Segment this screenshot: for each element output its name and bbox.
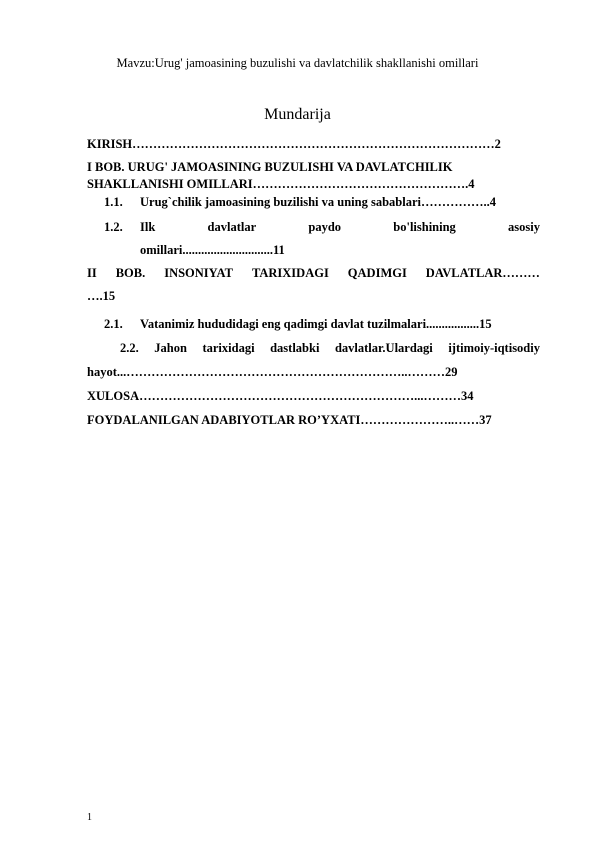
toc-word: dastlabki (270, 341, 320, 355)
toc-word: DAVLATLAR……… (425, 266, 540, 280)
toc-word: Ilk (140, 220, 156, 234)
toc-entry-kirish: KIRISH……………………………………………………………………………2 (87, 137, 501, 151)
document-topic: Mavzu:Urug' jamoasining buzulishi va davlatchilik shakllanishi omillari (116, 56, 479, 70)
toc-entry-bob1-line1: I BOB. URUG' JAMOASINING BUZULISHI VA DAVLATCHILIK (87, 160, 453, 174)
toc-word: INSONIYAT (164, 266, 233, 280)
toc-entry-1-1: Urug`chilik jamoasining buzilishi va uning sabablari……………..4 (140, 195, 496, 209)
toc-entry-2-1: Vatanimiz hududidagi eng qadimgi davlat tuzilmalari.................15 (140, 317, 492, 331)
toc-number-1-1: 1.1. (104, 195, 123, 209)
toc-entry-bob1-line2: SHAKLLANISHI OMILLARI…………………………………………….4 (87, 177, 475, 191)
toc-number-2-1: 2.1. (104, 317, 123, 331)
toc-entry-xulosa: XULOSA…………………………………………………………...………34 (87, 389, 474, 403)
toc-word: paydo (308, 220, 342, 234)
toc-entry-1-2-line1 (140, 220, 540, 235)
toc-entry-bob2-line1 (87, 266, 540, 281)
toc-word: bo'lishining (393, 220, 456, 234)
toc-entry-2-2-line1 (120, 341, 540, 356)
toc-word: QADIMGI (347, 266, 407, 280)
page-number: 1 (87, 812, 92, 823)
toc-entry-2-2-line2: hayot...…………………………………………………………..………29 (87, 365, 458, 379)
toc-word: 2.2. (120, 341, 139, 355)
toc-word: asosiy (508, 220, 540, 234)
toc-entry-bob2-line2: ….15 (87, 289, 116, 303)
toc-word: Jahon (154, 341, 187, 355)
toc-word: davlatlar (207, 220, 257, 234)
toc-entry-1-2-line2: omillari.............................11 (140, 243, 285, 257)
toc-word: tarixidagi (202, 341, 255, 355)
toc-entry-foydalanilgan: FOYDALANILGAN ADABIYOTLAR RO’YXATI…………………..……37 (87, 413, 492, 427)
toc-number-1-2: 1.2. (104, 220, 123, 234)
toc-word: TARIXIDAGI (251, 266, 329, 280)
toc-heading: Mundarija (264, 106, 331, 123)
toc-word: II (87, 266, 97, 280)
toc-word: ijtimoiy-iqtisodiy (448, 341, 540, 355)
toc-word: BOB. (115, 266, 146, 280)
toc-word: davlatlar.Ulardagi (334, 341, 433, 355)
